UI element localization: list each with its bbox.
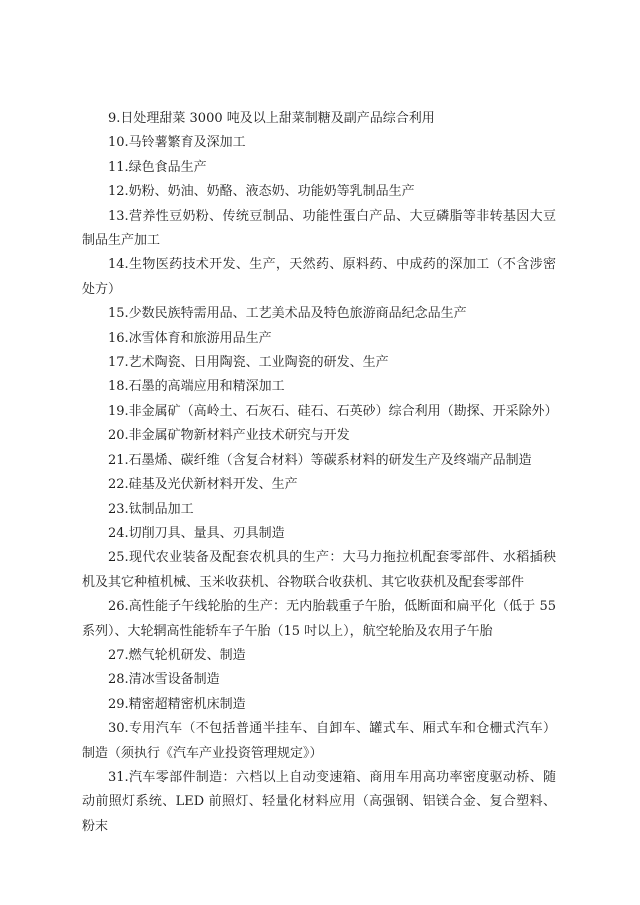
list-item-28: 28.清冰雪设备制造 <box>108 672 220 688</box>
list-item-31: 31.汽车零部件制造：六档以上自动变速箱、商用车用高功率密度驱动桥、随动前照灯系统、LED 前照灯、轻量化材料应用（高强钢、铝镁合金、复合塑料、粉末 <box>82 769 556 834</box>
list-item-19: 19.非金属矿（高岭土、石灰石、硅石、石英砂）综合利用（勘探、开采除外） <box>108 403 558 419</box>
list-item-25: 25.现代农业装备及配套农机具的生产：大马力拖拉机配套零部件、水稻插秧机及其它种植机械、玉米收获机、谷物联合收获机、其它收获机及配套零部件 <box>82 550 556 590</box>
list-item-9: 9.日处理甜菜 3000 吨及以上甜菜制糖及副产品综合利用 <box>108 111 435 126</box>
list-item-24: 24.切削刀具、量具、刃具制造 <box>108 525 285 541</box>
list-item-29: 29.精密超精密机床制造 <box>108 696 246 712</box>
list-item-26: 26.高性能子午线轮胎的生产：无内胎载重子午胎，低断面和扁平化（低于 55 系列）、大轮辋高性能轿车子午胎（15 吋以上），航空轮胎及农用子午胎 <box>82 599 556 639</box>
list-item-11: 11.绿色食品生产 <box>108 159 207 175</box>
list-item-16: 16.冰雪体育和旅游用品生产 <box>108 330 272 346</box>
list-item-15: 15.少数民族特需用品、工艺美术品及特色旅游商品纪念品生产 <box>108 306 467 322</box>
list-item-21: 21.石墨烯、碳纤维（含复合材料）等碳系材料的研发生产及终端产品制造 <box>108 452 532 468</box>
list-item-12: 12.奶粉、奶油、奶酪、液态奶、功能奶等乳制品生产 <box>108 184 415 200</box>
list-item-22: 22.硅基及光伏新材料开发、生产 <box>108 477 298 493</box>
list-item-18: 18.石墨的高端应用和精深加工 <box>108 379 285 395</box>
list-item-20: 20.非金属矿物新材料产业技术研究与开发 <box>108 428 350 444</box>
list-item-23: 23.钛制品加工 <box>108 501 194 517</box>
list-item-27: 27.燃气轮机研发、制造 <box>108 647 246 663</box>
list-item-14: 14.生物医药技术开发、生产，天然药、原料药、中成药的深加工（不含涉密处方） <box>82 257 556 297</box>
list-item-17: 17.艺术陶瓷、日用陶瓷、工业陶瓷的研发、生产 <box>108 355 389 371</box>
list-item-13: 13.营养性豆奶粉、传统豆制品、功能性蛋白产品、大豆磷脂等非转基因大豆制品生产加工 <box>82 208 556 249</box>
list-item-10: 10.马铃薯繁育及深加工 <box>108 135 246 151</box>
list-item-30: 30.专用汽车（不包括普通半挂车、自卸车、罐式车、厢式车和仓栅式汽车）制造（须执行《汽车产业投资管理规定》） <box>82 721 556 761</box>
document-body <box>82 107 556 839</box>
